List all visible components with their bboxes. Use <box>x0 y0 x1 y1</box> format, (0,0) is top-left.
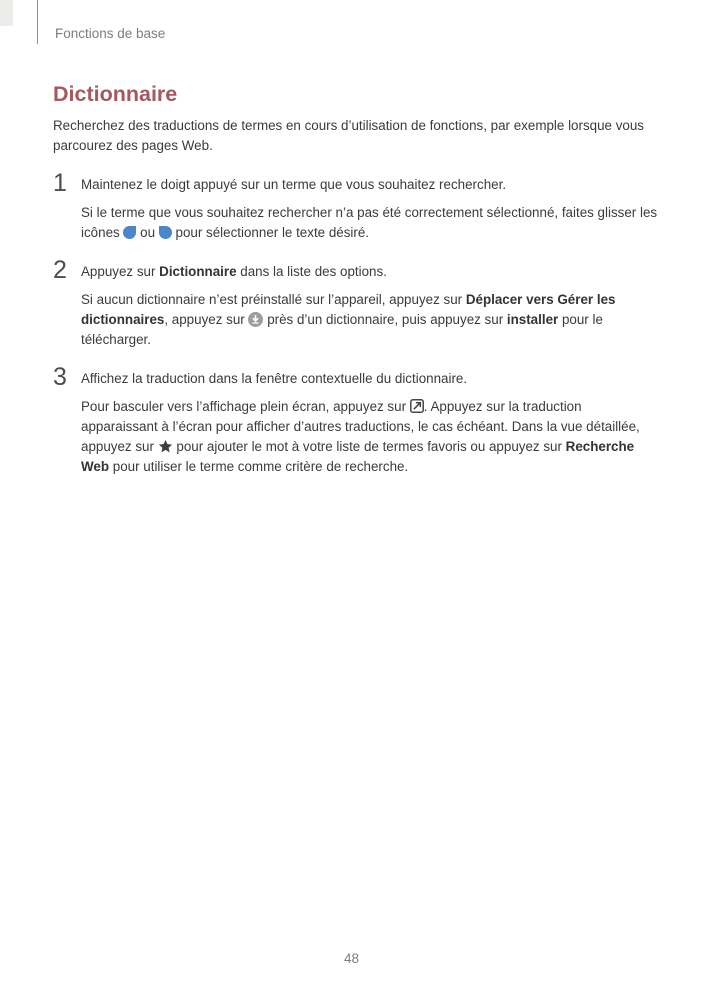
favorite-star-icon <box>158 439 173 454</box>
download-icon <box>248 312 263 327</box>
step-2 <box>53 256 653 350</box>
fullscreen-icon <box>410 399 424 413</box>
text-selection-handle-left-icon <box>123 226 136 239</box>
step-2-detail: Si aucun dictionnaire n’est préinstallé sur l’appareil, appuyez sur Déplacer vers Gérer les dictionnaires, appuyez sur près d’un dictionnaire, puis appuyez sur installer pour le télécharger. <box>81 292 616 347</box>
step-1 <box>53 169 658 243</box>
step-1-body <box>81 175 658 243</box>
step-3-body <box>81 369 653 477</box>
step-3-number: 3 <box>53 363 67 391</box>
step-2-body <box>81 262 653 350</box>
header-divider-rule <box>37 0 38 44</box>
section-content <box>53 82 658 477</box>
step-2-instruction: Appuyez sur Dictionnaire dans la liste des options. <box>81 264 387 279</box>
running-header: Fonctions de base <box>55 26 166 41</box>
scan-corner-artifact <box>0 0 13 26</box>
step-2-number: 2 <box>53 256 67 284</box>
section-intro: Recherchez des traductions de termes en cours d’utilisation de fonctions, par exemple lorsque vous parcourez des pages Web. <box>53 118 644 153</box>
step-1-number: 1 <box>53 169 67 197</box>
text-selection-handle-right-icon <box>159 226 172 239</box>
step-3-instruction: Affichez la traduction dans la fenêtre contextuelle du dictionnaire. <box>81 371 468 386</box>
step-3-detail: Pour basculer vers l’affichage plein écran, appuyez sur . Appuyez sur la traduction apparaissant à l’écran pour afficher d’autres traductions, le cas échéant. Dans la vue détaillée, appuyez sur pour ajouter le mot à votre liste de termes favoris ou appuyez sur Recherche Web pour utiliser le terme comme critère de recherche. <box>81 399 640 474</box>
page-number: 48 <box>343 951 360 966</box>
step-1-instruction: Maintenez le doigt appuyé sur un terme que vous souhaitez rechercher. <box>81 177 507 192</box>
step-1-detail: Si le terme que vous souhaitez rechercher n’a pas été correctement sélectionné, faites glisser les icônes ou pour sélectionner le texte désiré. <box>81 205 658 240</box>
step-3 <box>53 363 653 477</box>
section-title: Dictionnaire <box>53 82 178 106</box>
